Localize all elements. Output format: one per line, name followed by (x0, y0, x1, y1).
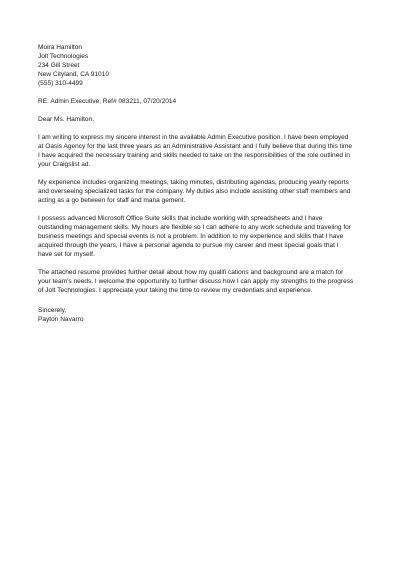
closing-block (38, 307, 369, 325)
sender-city: New Cityland, CA 91010 (38, 70, 109, 78)
sender-address-block (38, 44, 369, 89)
salutation: Dear Ms. Hamilton, (38, 115, 95, 123)
body-paragraph: My experience includes organizing meetings, taking minutes, distributing agendas, producing yearly reports and overseeing specialized tasks for the company. My duties also include assisting other staff members and acting as a go between for staff and mana gement. (38, 179, 351, 204)
sender-phone: (555) 310-4499 (38, 79, 83, 87)
sender-name: Moira Hamilton (38, 44, 83, 51)
reference-line: RE: Admin Executive, Ref# 083211, 07/20/2014 (38, 97, 177, 105)
body-paragraph: I possess advanced Microsoft Office Suite skills that include working with spreadsheets and I have outstanding management skills. My hours are flexible so I can adhere to any work schedule and traveling for business meetings and special events is not a problem. In addition to my experience and skills that I have acquired through the years, I have a personal agenda to pursue my career and meet special goals that I have set for myself. (38, 215, 351, 258)
closing-phrase: Sincerely, (38, 306, 67, 314)
sender-street: 234 Gill Street (38, 61, 80, 69)
sender-company: Jolt Technologies (38, 52, 89, 60)
body-paragraph: The attached resume provides further detail about how my qualifi cations and background are a match for your team's needs. I welcome the opportunity to further discuss how I can apply my strengths to the progress of Jolt Technologies. I appreciate your taking the time to review my credentials and experience. (38, 268, 354, 294)
body-paragraph: I am writing to express my sincere interest in the available Admin Executive position. I have been employed at Oasis Agency for the last three years as an Administrative Assistant and I fully believe that during this time I have acquired the necessary training and skills needed to take on the responsibilities of the role outlined in your Craigslist ad. (38, 134, 353, 168)
signature-name: Payton Navarro (38, 315, 84, 323)
